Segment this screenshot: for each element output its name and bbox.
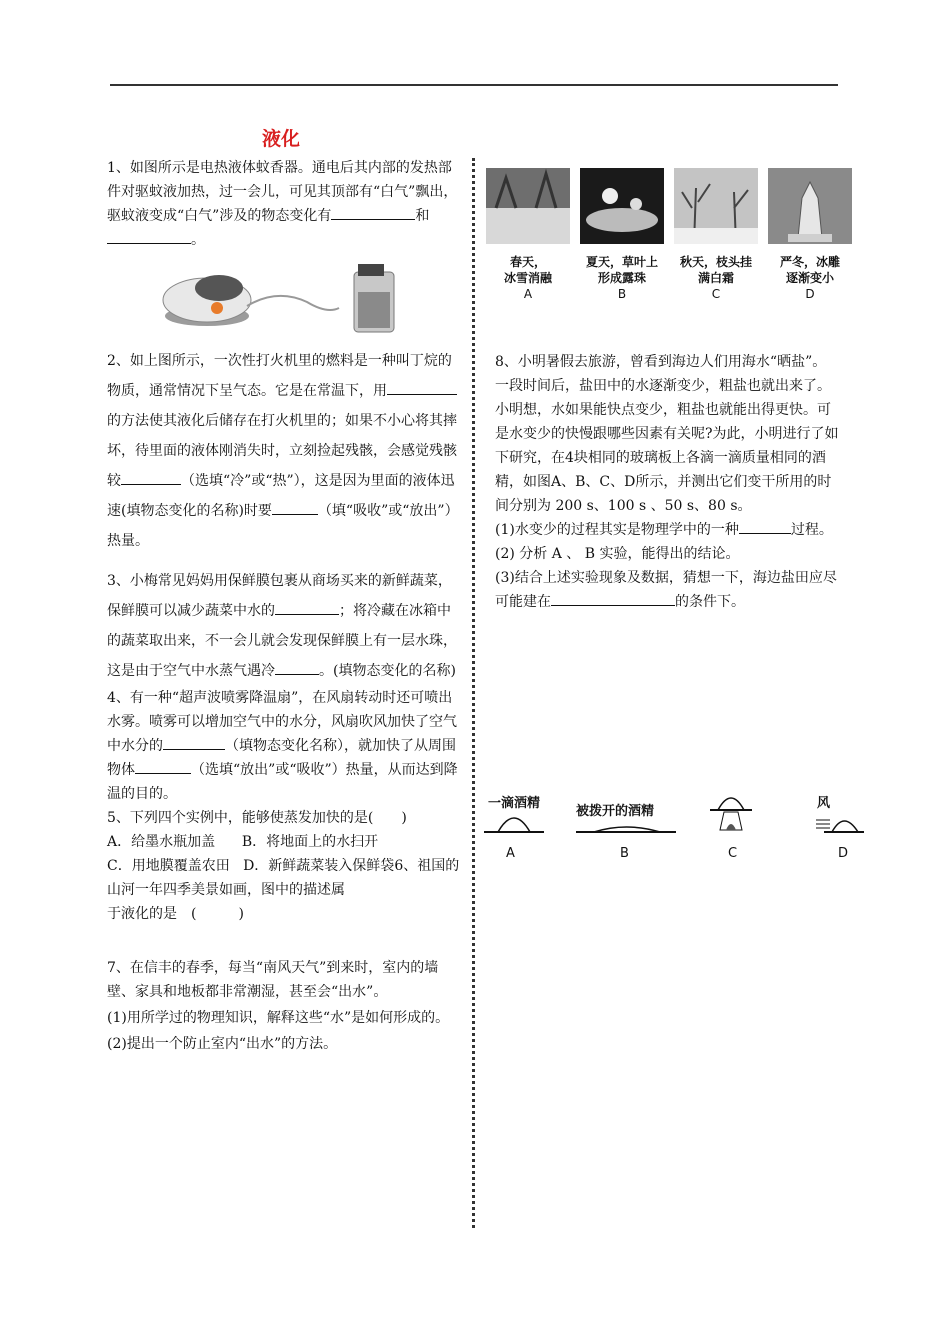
answer-blank[interactable]: [135, 759, 191, 774]
caption-b: 夏天，草叶上 形成露珠 B: [585, 255, 658, 301]
answer-blank[interactable]: [739, 519, 791, 534]
experiment-label-d: 风: [817, 796, 831, 811]
answer-blank[interactable]: [272, 500, 318, 515]
experiment-label-a: 一滴酒精: [488, 796, 541, 811]
answer-blank[interactable]: [121, 470, 181, 485]
season-photos: [486, 168, 842, 308]
experiment-letter-c: C: [728, 846, 738, 861]
caption-d: 严冬，冰雕 逐渐变小 D: [779, 255, 840, 301]
question-7-part1: (1)用所学过的物理知识，解释这些“水”是如何形成的。: [107, 1010, 450, 1026]
answer-blank[interactable]: [107, 229, 191, 244]
right-column: [495, 350, 839, 614]
caption-a: 春天， 冰雪消融 A: [503, 255, 552, 301]
answer-blank[interactable]: [387, 380, 457, 395]
photo-winter-ice-sculpture: [768, 168, 852, 244]
option-c[interactable]: C．用地膜覆盖农田: [107, 858, 230, 874]
question-6-end: 于液化的是 ( ): [107, 906, 244, 922]
question-2: 2、如上图所示，一次性打火机里的燃料是一种叫丁烷的物质，通常情况下呈气态。它是在常温下，用的方法使其液化后储存在打火机里的；如果不小心将其摔坏，待里面的液体刚消失时，立刻捡起残骸，会感觉残骸较 （选填“冷”或“热”），这是因为里面的液体迅速(填物态变化的名称)时要 （填“吸收”或“放出”）热量。: [107, 353, 459, 549]
experiment-a-drop: [484, 818, 544, 832]
question-8-stem: 8、小明暑假去旅游，曾看到海边人们用海水“晒盐”。一段时间后，盐田中的水逐渐变少，粗盐也就出来了。小明想，水如果能快点变少，粗盐也就能出得更快。可是水变少的快慢跟哪些因素有关呢?为此，小明进行了如下研究，在4块相同的玻璃板上各滴一滴质量相同的酒精，如图A、B、C、D所示，并测出它们变干所用的时间分别为 200 s、100 s 、50 s、80 s。: [495, 354, 839, 514]
question-5-options-row2: [107, 854, 461, 902]
answer-blank[interactable]: [275, 660, 319, 675]
question-8-part3: (3)结合上述实验现象及数据，猜想一下，海边盐田应尽可能建在 的条件下。: [495, 570, 837, 610]
question-3: 3、小梅常见妈妈用保鲜膜包裹从商场买来的新鲜蔬菜，保鲜膜可以减少蔬菜中水的 ；将冷藏在冰箱中的蔬菜取出来，不一会儿就会发现保鲜膜上有一层水珠，这是由于空气中水蒸气遇冷 。(填物态变化的名称): [107, 573, 457, 679]
photo-autumn-frost: [674, 168, 758, 244]
question-1: 1、如图所示是电热液体蚊香器。通电后其内部的发热部件对驱蚊液加热，过一会儿，可见其顶部有“白气”飘出，驱蚊液变成“白气”涉及的物态变化有 和。: [107, 160, 458, 248]
column-divider: [472, 158, 475, 1228]
question-8-part1: (1)水变少的过程其实是物理学中的一种 过程。: [495, 518, 839, 542]
lighter-icon: [354, 264, 394, 332]
question-7-part2: (2)提出一个防止室内“出水”的方法。: [107, 1036, 338, 1052]
experiment-letter-a: A: [506, 846, 515, 861]
question-5-options-row1: [107, 830, 461, 854]
figure-devices: [107, 258, 461, 338]
answer-blank[interactable]: [163, 735, 225, 750]
experiment-letter-d: D: [838, 846, 849, 861]
answer-blank[interactable]: [551, 591, 675, 606]
answer-blank[interactable]: [275, 600, 339, 615]
experiment-svg: [484, 790, 864, 870]
experiment-diagrams: [484, 790, 864, 870]
answer-blank[interactable]: [331, 205, 415, 220]
question-4: 4、有一种“超声波喷雾降温扇”，在风扇转动时还可喷出水雾。喷雾可以增加空气中的水分，风扇吹风加快了空气中水分的 （填物态变化名称），就加快了从周围物体 （选填“放出”或“吸收”）热量，从而达到降温的目的。: [107, 690, 458, 802]
mosquito-repeller-icon: [163, 275, 339, 326]
option-b[interactable]: B．将地面上的水扫开: [241, 834, 379, 850]
page-title: 液化: [262, 128, 301, 150]
question-5-stem: 5、下列四个实例中，能够使蒸发加快的是( ): [107, 810, 407, 826]
question-8-part2: (2) 分析 A 、 B 实验，能得出的结论。: [495, 546, 740, 562]
caption-c: 秋天，枝头挂 满白霜 C: [679, 255, 752, 301]
option-d[interactable]: D．新鲜蔬菜装入保鲜袋: [243, 858, 395, 874]
left-column: [107, 156, 461, 1056]
experiment-d-wind: [816, 820, 864, 832]
experiment-c-heated: [710, 798, 752, 830]
header-rule: [110, 84, 838, 86]
photo-summer-dew: [580, 168, 664, 244]
experiment-b-spread: [576, 827, 676, 832]
question-6-start: 6、祖国的山河一年四季美景如画，图中的描述属: [107, 858, 460, 898]
option-a[interactable]: A．给墨水瓶加盖: [107, 834, 216, 850]
photo-spring-ice-melting: [486, 168, 570, 244]
experiment-letter-b: B: [620, 846, 629, 861]
question-7-stem: 7、在信丰的春季，每当“南风天气”到来时，室内的墙壁、家具和地板都非常潮湿，甚至会“出水”。: [107, 960, 439, 1000]
experiment-label-b: 被拨开的酒精: [576, 804, 655, 819]
mosquito-repeller-and-lighter-figure: [107, 258, 461, 338]
